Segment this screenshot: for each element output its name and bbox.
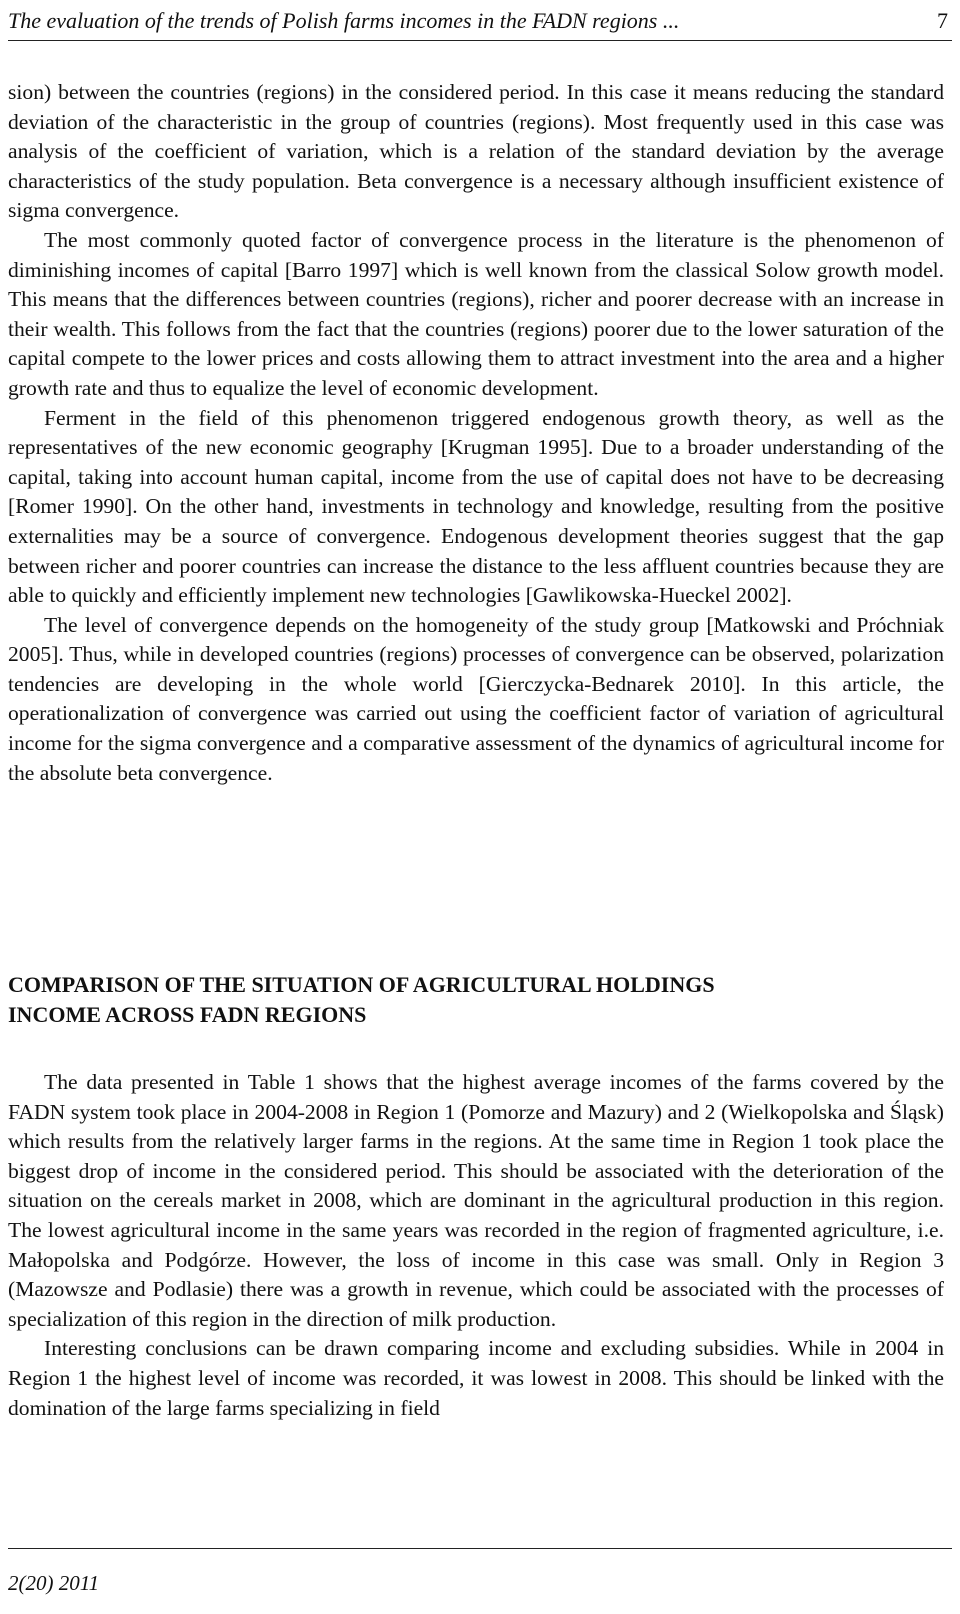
body-text <box>8 78 944 788</box>
paragraph-subsidies: Interesting conclusions can be drawn comparing income and excluding subsidies. While in 2004 in Region 1 the highest level of income was recorded, it was lowest in 2008. This should be linked with the domination of the large farms specializing in field <box>8 1336 944 1420</box>
paragraph-diminishing-incomes: The most commonly quoted factor of convergence process in the literature is the phenomenon of diminishing incomes of capital [Barro 1997] which is well known from the classical Solow growth model. This means that the differences between countries (regions), richer and poorer decrease with an increase in their wealth. This follows from the fact that the countries (regions) poorer due to the lower saturation of the capital compete to the lower prices and costs allowing them to attract investment into the area and a higher growth rate and thus to equalize the level of economic development. <box>8 227 944 400</box>
running-header-title: The evaluation of the trends of Polish farms incomes in the FADN regions ... <box>8 8 680 33</box>
section-heading-line-2: INCOME ACROSS FADN REGIONS <box>8 1002 367 1027</box>
page-number: 7 <box>937 8 948 33</box>
paragraph-level-of-convergence: The level of convergence depends on the homogeneity of the study group [Matkowski and Próchniak 2005]. Thus, while in developed countries (regions) processes of convergence can be observed, polarization tendencies are developing in the whole world [Gierczycka-Bednarek 2010]. In this article, the operationalization of convergence was carried out using the coefficient factor of variation of agricultural income for the sigma convergence and a comparative assessment of the dynamics of agricultural income for the absolute beta convergence. <box>8 612 944 785</box>
footer <box>8 1548 952 1595</box>
paragraph-endogenous-growth: Ferment in the field of this phenomenon triggered endogenous growth theory, as well as the representatives of the new economic geography [Krugman 1995]. Due to a broader understanding of the capital, taking into account human capital, income from the use of capital does not have to be decreasing [Romer 1990]. On the other hand, investments in technology and knowledge, resulting from the positive externalities may be a source of convergence. Endogenous development theories suggest that the gap between richer and poorer countries can increase the distance to the less affluent countries because they are able to quickly and efficiently implement new technologies [Gawlikowska-Hueckel 2002]. <box>8 405 944 608</box>
section-body-text <box>8 1068 944 1423</box>
section-heading <box>8 970 908 1030</box>
paragraph-continuation: sion) between the countries (regions) in the considered period. In this case it means reducing the standard deviation of the characteristic in the group of countries (regions). Most frequently used in this case was analysis of the coefficient of variation, which is a relation of the standard deviation by the average characteristics of the study population. Beta convergence is a necessary although insufficient existence of sigma convergence. <box>8 80 944 223</box>
section-heading-line-1: COMPARISON OF THE SITUATION OF AGRICULTURAL HOLDINGS <box>8 972 715 997</box>
footer-issue: 2(20) 2011 <box>8 1571 100 1595</box>
running-header <box>8 6 952 41</box>
paragraph-table-1-data: The data presented in Table 1 shows that the highest average incomes of the farms covered by the FADN system took place in 2004-2008 in Region 1 (Pomorze and Mazury) and 2 (Wielkopolska and Śląsk) which results from the relatively larger farms in the regions. At the same time in Region 1 took place the biggest drop of income in the considered period. This should be associated with the deterioration of the situation on the cereals market in 2008, which are dominant in the agricultural production in this region. The lowest agricultural income in the same years was recorded in the region of fragmented agriculture, i.e. Małopolska and Podgórze. However, the loss of income in this case was small. Only in Region 3 (Mazowsze and Podlasie) there was a growth in revenue, which could be associated with the processes of specialization of this region in the direction of milk production. <box>8 1070 944 1331</box>
